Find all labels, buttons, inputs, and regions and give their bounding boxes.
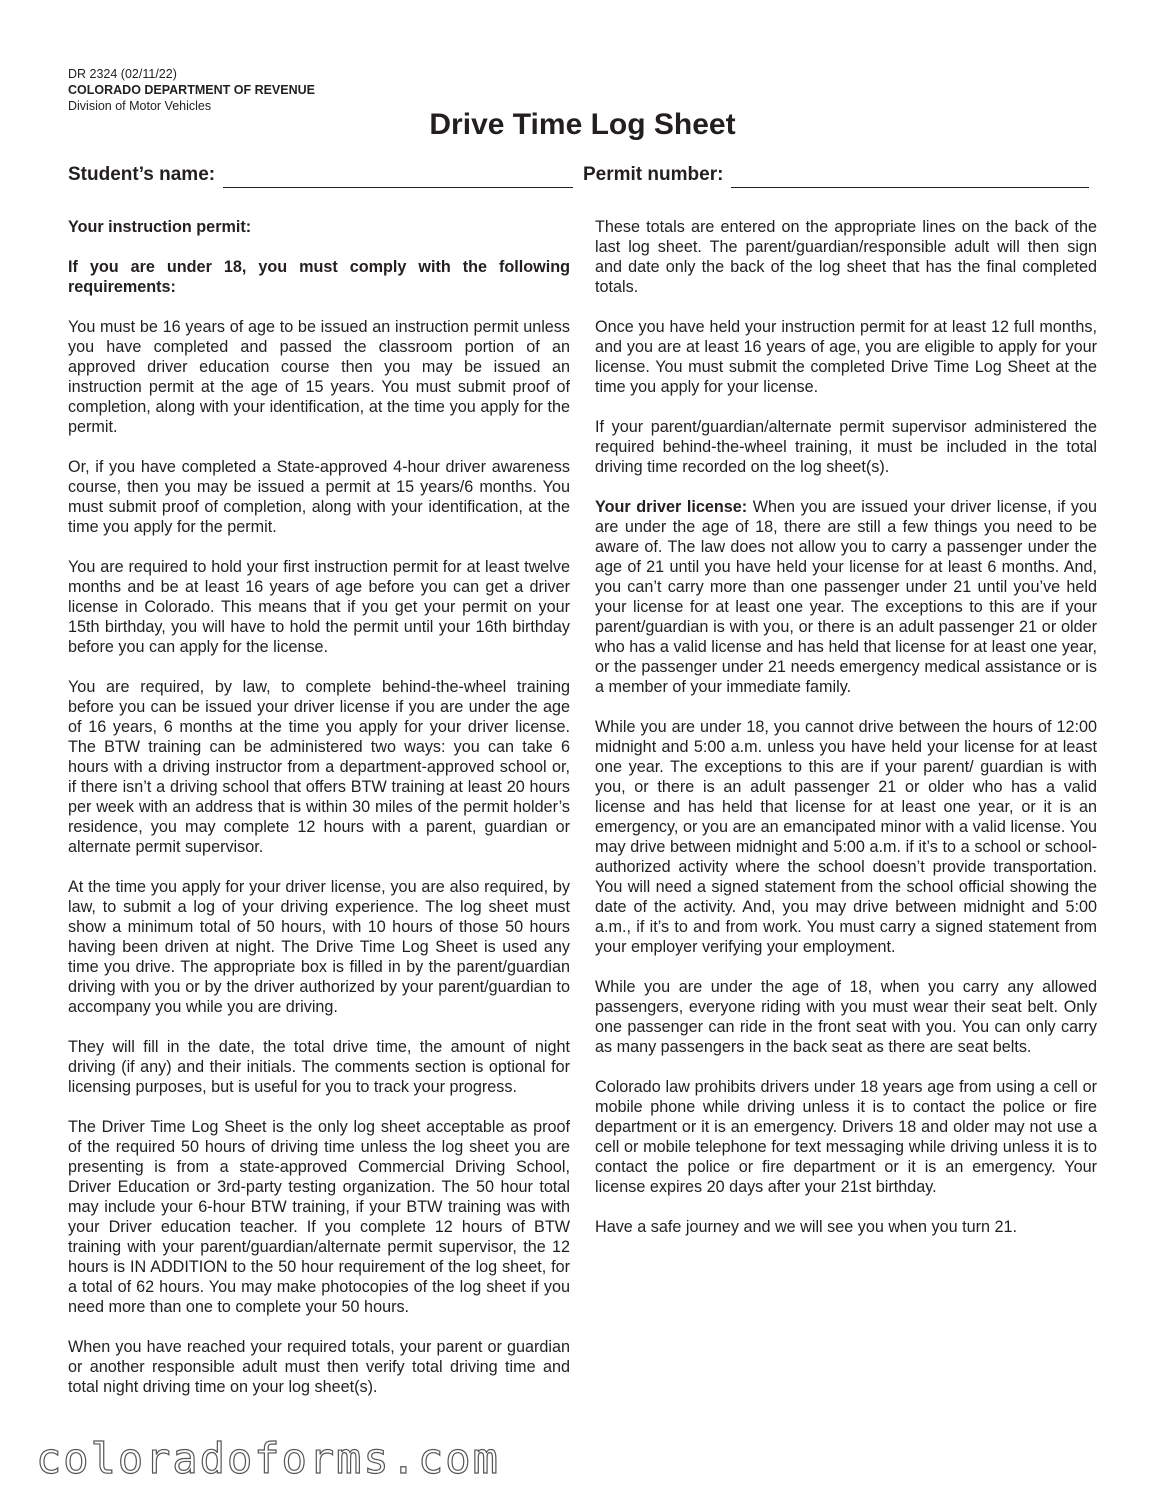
left-column bbox=[68, 217, 570, 1417]
student-name-field[interactable] bbox=[223, 163, 573, 188]
division-name: Division of Motor Vehicles bbox=[68, 99, 212, 113]
right-column bbox=[595, 217, 1097, 1257]
instruction-permit-heading: Your instruction permit: bbox=[68, 218, 252, 236]
driver-license-paragraph bbox=[595, 497, 1097, 697]
paragraph: You must be 16 years of age to be issued an instruction permit unless you have completed and passed the classroom portion of an approved driver education course then you may be issued an instruction permit at the age of 15 years. You must submit proof of completion, along with your identification, at the time you apply for the permit. bbox=[68, 318, 570, 436]
paragraph: While you are under 18, you cannot drive between the hours of 12:00 midnight and 5:00 a.m. unless you have held your license for at least one year. The exceptions to this are if your parent/ guardian is with you, or there is an adult passenger 21 or older who has a valid license and has held that license for at least one year, or it is an emergency, or you are an emancipated minor with a valid license. You may drive between midnight and 5:00 a.m. if it’s to a school or school-authorized activity where the school doesn’t provide transportation. You will need a signed statement from the school official showing the date of the activity. And, you may drive between midnight and 5:00 a.m., if it’s to and from work. You must carry a signed statement from your employer verifying your employment. bbox=[595, 718, 1097, 956]
permit-number-label: Permit number: bbox=[583, 164, 724, 185]
page-title: Drive Time Log Sheet bbox=[429, 108, 736, 141]
agency-name: COLORADO DEPARTMENT OF REVENUE bbox=[68, 83, 315, 97]
paragraph: If your parent/guardian/alternate permit supervisor administered the required behind-the-wheel training, it must be included in the total driving time recorded on the log sheet(s). bbox=[595, 418, 1097, 476]
paragraph: The Driver Time Log Sheet is the only log sheet acceptable as proof of the required 50 hours of driving time unless the log sheet you are presenting is from a state-approved Commercial Driving School, Driver Education or 3rd-party testing organization. The 50 hour total may include your 6-hour BTW training, if your BTW training was with your Driver education teacher. If you complete 12 hours of BTW training with your parent/guardian/alternate permit supervisor, the 12 hours is IN ADDITION to the 50 hour requirement of the log sheet, for a total of 62 hours. You may make photocopies of the log sheet if you need more than one to complete your 50 hours. bbox=[68, 1118, 570, 1316]
paragraph: Colorado law prohibits drivers under 18 years age from using a cell or mobile phone while driving unless it is to contact the police or fire department or it is an emergency. Drivers 18 and older may not use a cell or mobile telephone for text messaging while driving unless it is to contact the police or fire department or it is an emergency. Your license expires 20 days after your 21st birthday. bbox=[595, 1078, 1097, 1196]
watermark: coloradoforms.com bbox=[36, 1434, 500, 1483]
paragraph: Once you have held your instruction permit for at least 12 full months, and you are at least 16 years of age, you are eligible to apply for your license. You must submit the completed Drive Time Log Sheet at the time you apply for your license. bbox=[595, 318, 1097, 396]
form-id: DR 2324 (02/11/22) bbox=[68, 67, 177, 81]
under-18-subheading: If you are under 18, you must comply with the following requirements: bbox=[68, 258, 570, 296]
driver-license-heading: Your driver license: bbox=[595, 498, 748, 516]
paragraph: These totals are entered on the appropriate lines on the back of the last log sheet. The parent/guardian/responsible adult will then sign and date only the back of the log sheet that has the final completed totals. bbox=[595, 218, 1097, 296]
driver-license-text: When you are issued your driver license, if you are under the age of 18, there are still a few things you need to be aware of. The law does not allow you to carry a passenger under the age of 21 until you have held your license for at least 6 months. And, you can’t carry more than one passenger under 21 until you’ve held your license for at least one year. The exceptions to this are if your parent/guardian is with you, or there is an adult passenger 21 or older who has a valid license and has held that license for at least one year, or the passenger under 21 needs emergency medical assistance or is a member of your immediate family. bbox=[595, 498, 1097, 696]
paragraph: They will fill in the date, the total drive time, the amount of night driving (if any) and their initials. The comments section is optional for licensing purposes, but is useful for you to track your progress. bbox=[68, 1038, 570, 1096]
paragraph: Or, if you have completed a State-approved 4-hour driver awareness course, then you may be issued a permit at 15 years/6 months. You must submit proof of completion, along with your identification, at the time you apply for the permit. bbox=[68, 458, 570, 536]
paragraph: While you are under the age of 18, when you carry any allowed passengers, everyone riding with you must wear their seat belt. Only one passenger can ride in the front seat with you. You can only carry as many passengers in the back seat as there are seat belts. bbox=[595, 978, 1097, 1056]
paragraph: Have a safe journey and we will see you when you turn 21. bbox=[595, 1218, 1018, 1236]
paragraph: You are required to hold your first instruction permit for at least twelve months and be at least 16 years of age before you can get a driver license in Colorado. This means that if you get your permit on your 15th birthday, you will have to hold the permit until your 16th birthday before you can apply for the license. bbox=[68, 558, 570, 656]
paragraph: At the time you apply for your driver license, you are also required, by law, to submit a log of your driving experience. The log sheet must show a minimum total of 50 hours, with 10 hours of those 50 hours having been driven at night. The Drive Time Log Sheet is used any time you drive. The appropriate box is filled in by the parent/guardian driving with you or by the driver authorized by your parent/guardian to accompany you while you are driving. bbox=[68, 878, 570, 1016]
permit-number-field[interactable] bbox=[731, 163, 1089, 188]
permit-number-row bbox=[583, 162, 1089, 188]
student-name-row bbox=[68, 162, 573, 188]
paragraph: You are required, by law, to complete behind-the-wheel training before you can be issued your driver license if you are under the age of 16 years, 6 months at the time you apply for your driver license. The BTW training can be administered two ways: you can take 6 hours with a driving instructor from a department-approved school or, if there isn’t a driving school that offers BTW training at least 20 hours per week with an address that is within 30 miles of the permit holder’s residence, you may complete 12 hours with a parent, guardian or alternate permit supervisor. bbox=[68, 678, 570, 856]
paragraph: When you have reached your required totals, your parent or guardian or another responsible adult must then verify total driving time and total night driving time on your log sheet(s). bbox=[68, 1338, 570, 1396]
student-name-label: Student’s name: bbox=[68, 164, 216, 185]
